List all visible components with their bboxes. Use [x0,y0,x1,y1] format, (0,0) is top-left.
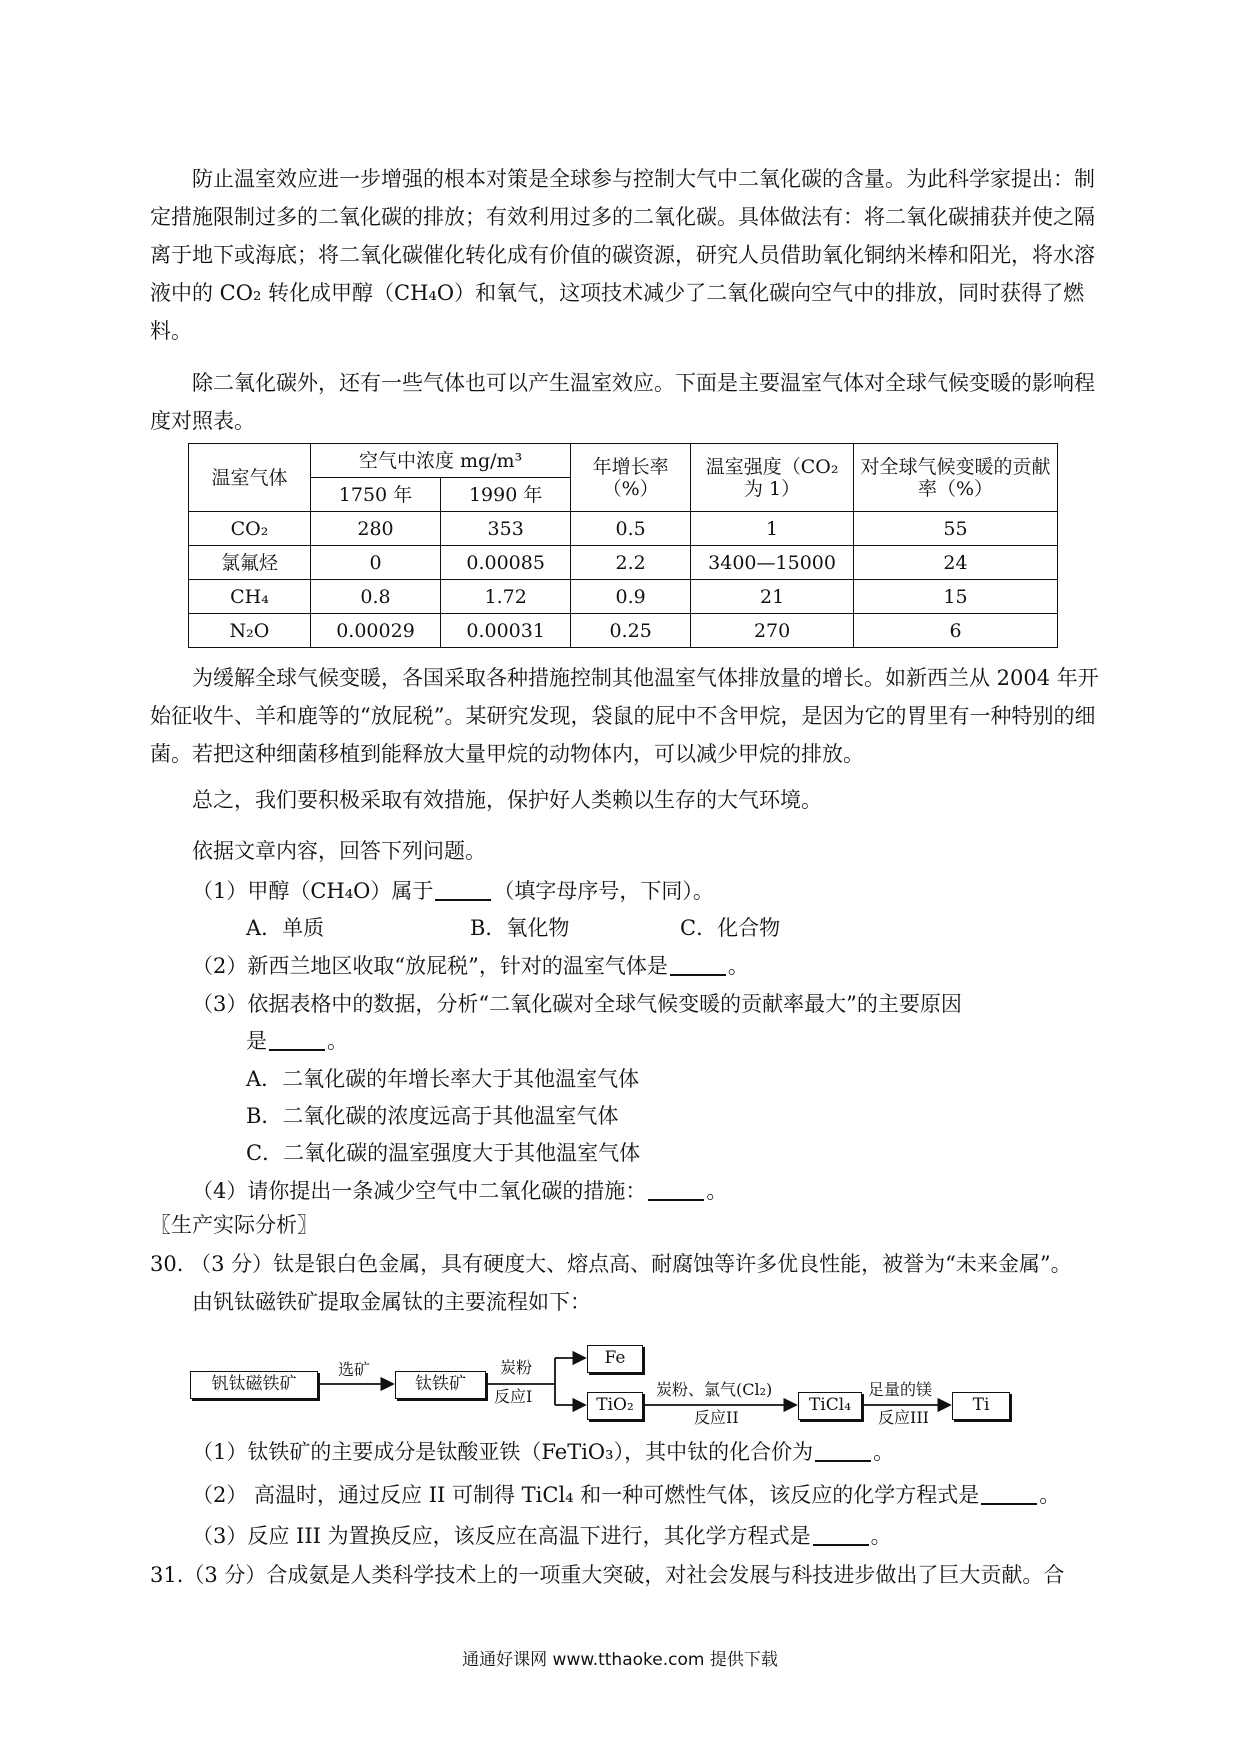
cell-1750: 0 [310,546,440,580]
cell-growth: 0.9 [571,580,691,614]
q30-question-2: （2） 高温时，通过反应 II 可制得 TiCl₄ 和一种可燃性气体，该反应的化学方程式是 。 [192,1483,1061,1507]
header-growth: 年增长率（%） [571,444,691,512]
flow-box-ticl4: TiCl₄ [798,1392,862,1420]
header-concentration: 空气中浓度 mg/m³ [310,444,570,478]
flow-label-reaction-1: 反应I [494,1387,533,1406]
q30-question-3: （3）反应 III 为置换反应，该反应在高温下进行，其化学方程式是 。 [192,1524,892,1548]
flow-box-ore: 钒钛磁铁矿 [190,1371,318,1399]
cell-gas: 氯氟烃 [189,546,311,580]
article-paragraph-2: 除二氧化碳外，还有一些气体也可以产生温室效应。下面是主要温室气体对全球气候变暖的影响程度对照表。 [150,371,1095,433]
cell-1750: 280 [310,512,440,546]
q29-q1-option-c: C．化合物 [680,916,781,940]
cell-1990: 0.00085 [441,546,571,580]
article-paragraph-1: 防止温室效应进一步增强的根本对策是全球参与控制大气中二氧化碳的含量。为此科学家提出：制定措施限制过多的二氧化碳的排放；有效利用过多的二氧化碳。具体做法有：将二氧化碳捕获并使之隔离于地下或海底；将二氧化碳催化转化成有价值的碳资源，研究人员借助氧化铜纳米棒和阳光，将水溶液中的 CO₂ 转化成甲醇（CH₄O）和氧气，这项技术减少了二氧化碳向空气中的排放，同时获得了燃料。 [150,167,1095,343]
cell-1750: 0.8 [310,580,440,614]
q29-q1-option-b: B．氧化物 [470,916,570,940]
flow-box-tio2: TiO₂ [587,1392,643,1420]
flow-box-ilmenite: 钛铁矿 [395,1371,486,1399]
header-gas: 温室气体 [189,444,311,512]
header-strength: 温室强度（CO₂ 为 1） [691,444,854,512]
answer-blank[interactable] [981,1483,1037,1505]
cell-growth: 0.25 [571,614,691,648]
q29-question-1: （1）甲醇（CH₄O）属于 （填字母序号，下同）。 [192,879,714,903]
article-paragraph-4: 总之，我们要积极采取有效措施，保护好人类赖以生存的大气环境。 [192,788,822,812]
flow-box-fe: Fe [587,1345,643,1373]
q29-intro: 依据文章内容，回答下列问题。 [192,839,486,863]
cell-contribution: 6 [854,614,1058,648]
flow-label-magnesium: 足量的镁 [868,1380,933,1399]
q30-question-1: （1）钛铁矿的主要成分是钛酸亚铁（FeTiO₃），其中钛的化合价为 。 [192,1440,895,1464]
flow-label-reaction-3: 反应III [878,1408,929,1427]
answer-blank[interactable] [815,1440,871,1462]
q30-stem-2: 由钒钛磁铁矿提取金属钛的主要流程如下： [192,1290,591,1314]
cell-1750: 0.00029 [310,614,440,648]
cell-strength: 1 [691,512,854,546]
q31-stem: 31.（3 分）合成氨是人类科学技术上的一项重大突破，对社会发展与科技进步做出了巨大贡献。合 [150,1563,1065,1587]
cell-growth: 0.5 [571,512,691,546]
page-footer: 通通好课网 www.tthaoke.com 提供下载 [462,1650,778,1670]
q29-q3-option-b: B．二氧化碳的浓度远高于其他温室气体 [246,1104,619,1128]
q29-question-2: （2）新西兰地区收取“放屁税”，针对的温室气体是 。 [192,954,749,978]
header-contribution: 对全球气候变暖的贡献率（%） [854,444,1058,512]
cell-contribution: 15 [854,580,1058,614]
flow-label-carbon-chlorine: 炭粉、氯气(Cl₂) [656,1380,773,1399]
cell-contribution: 24 [854,546,1058,580]
cell-1990: 1.72 [441,580,571,614]
flow-box-ti: Ti [952,1392,1010,1420]
cell-1990: 353 [441,512,571,546]
q29-question-4: （4）请你提出一条减少空气中二氧化碳的措施： 。 [192,1179,728,1203]
q29-question-3-cont: 是 。 [246,1029,348,1053]
cell-gas: CH₄ [189,580,311,614]
q30-stem: 30. （3 分）钛是银白色金属，具有硬度大、熔点高、耐腐蚀等许多优良性能，被誉为“未来金属”。 [150,1252,1072,1276]
section-heading: 〖生产实际分析〗 [150,1213,318,1237]
header-1990: 1990 年 [441,478,571,512]
flow-label-beneficiation: 选矿 [338,1360,371,1379]
cell-strength: 3400—15000 [691,546,854,580]
cell-gas: CO₂ [189,512,311,546]
q29-q3-option-a: A．二氧化碳的年增长率大于其他温室气体 [246,1067,640,1091]
cell-1990: 0.00031 [441,614,571,648]
cell-gas: N₂O [189,614,311,648]
flow-label-reaction-2: 反应II [694,1408,739,1427]
header-1750: 1750 年 [310,478,440,512]
cell-strength: 270 [691,614,854,648]
cell-contribution: 55 [854,512,1058,546]
q29-q3-option-c: C．二氧化碳的温室强度大于其他温室气体 [246,1141,641,1165]
q29-q1-option-a: A．单质 [246,916,325,940]
flow-label-carbon: 炭粉 [500,1358,533,1377]
cell-strength: 21 [691,580,854,614]
cell-growth: 2.2 [571,546,691,580]
article-paragraph-3: 为缓解全球气候变暖，各国采取各种措施控制其他温室气体排放量的增长。如新西兰从 2004 年开始征收牛、羊和鹿等的“放屁税”。某研究发现，袋鼠的屁中不含甲烷，是因为它的胃里有一种特别的细菌。若把这种细菌移植到能释放大量甲烷的动物体内，可以减少甲烷的排放。 [150,666,1099,766]
answer-blank[interactable] [813,1524,869,1546]
q29-question-3: （3）依据表格中的数据，分析“二氧化碳对全球气候变暖的贡献率最大”的主要原因 [192,992,962,1016]
